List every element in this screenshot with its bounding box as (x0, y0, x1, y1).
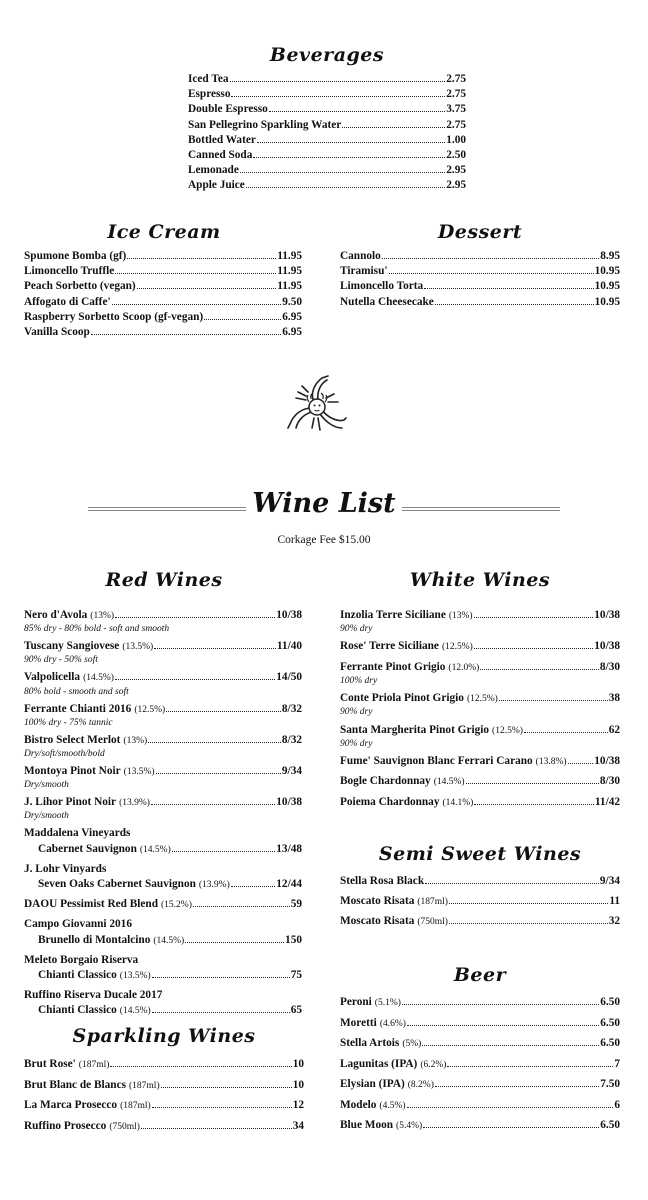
menu-item (340, 1077, 620, 1093)
semi-sweet-list (340, 874, 620, 935)
item-size: (5.4%) (396, 1121, 423, 1131)
menu-item (340, 264, 620, 279)
menu-item (188, 72, 466, 87)
menu-item (340, 754, 620, 770)
item-note: 90% dry (340, 738, 373, 749)
menu-item (340, 723, 620, 750)
dot-leader (151, 804, 275, 805)
item-name: San Pellegrino Sparkling Water (188, 118, 342, 131)
item-price: 10 (292, 1078, 304, 1091)
item-price: 7 (614, 1057, 620, 1070)
dessert-list (340, 249, 620, 310)
item-name: Spumone Bomba (gf) (24, 250, 127, 262)
item-price: 11.95 (277, 280, 302, 293)
dot-leader (447, 1066, 613, 1067)
dot-leader (499, 700, 608, 701)
dot-leader (156, 773, 281, 774)
item-price: 2.75 (446, 73, 466, 85)
dessert-heading: Dessert (437, 221, 523, 243)
item-price: 9/34 (281, 765, 302, 778)
item-name-line: Maddalena Vineyards (24, 827, 131, 840)
item-name: Nero d'Avola (24, 609, 88, 621)
item-price: 9.50 (282, 295, 302, 308)
item-price: 59 (290, 898, 302, 911)
item-name: Fume' Sauvignon Blanc Ferrari Carano (340, 754, 533, 767)
item-name: Poiema Chardonnay (340, 795, 440, 808)
item-note: 100% dry - 75% tannic (24, 717, 113, 728)
item-name: Inzolia Terre Siciliane (340, 609, 446, 621)
menu-item (24, 702, 302, 729)
dot-leader (240, 172, 445, 173)
item-price: 10/38 (276, 796, 302, 809)
menu-item (24, 310, 302, 325)
item-name-line: Campo Giovanni 2016 (24, 918, 132, 931)
menu-item (340, 1057, 620, 1073)
dot-leader (449, 903, 608, 904)
item-size: (12.5%) (492, 725, 523, 736)
menu-item (340, 295, 620, 310)
item-price: 62 (608, 723, 620, 736)
menu-item (340, 1118, 620, 1134)
item-name: Peach Sorbetto (vegan) (24, 280, 136, 293)
menu-item (24, 953, 302, 984)
item-price: 2.95 (446, 164, 466, 177)
menu-item (340, 874, 620, 889)
item-note: 90% dry (340, 624, 373, 635)
item-name: Chianti Classico (38, 1004, 117, 1017)
item-name: Moscato Risata (340, 915, 415, 928)
item-size: (13.9%) (198, 880, 230, 891)
item-price: 3.75 (446, 103, 466, 116)
item-price: 2.75 (446, 118, 466, 131)
item-name: Lagunitas (IPA) (340, 1057, 418, 1070)
menu-item (340, 660, 620, 687)
dot-leader (166, 711, 281, 712)
item-name: Bottled Water (188, 133, 256, 146)
item-price: 6.95 (282, 326, 302, 339)
item-name: Bistro Select Merlot (24, 733, 121, 746)
ice-cream-list (24, 249, 302, 340)
dot-leader (402, 1004, 599, 1005)
menu-item (340, 279, 620, 294)
menu-item (24, 988, 302, 1019)
item-name: Montoya Pinot Noir (24, 765, 121, 778)
menu-item (24, 279, 302, 294)
item-name: Nutella Cheesecake (340, 295, 434, 308)
menu-item (24, 862, 302, 893)
menu-item (188, 148, 466, 163)
item-name: Chianti Classico (38, 969, 117, 982)
dot-leader (449, 923, 608, 924)
menu-item (340, 1036, 620, 1052)
item-name: DAOU Pessimist Red Blend (24, 898, 158, 911)
dot-leader (407, 1025, 599, 1026)
item-price: 11.95 (277, 265, 302, 278)
dot-leader (115, 273, 276, 274)
menu-item (24, 1098, 304, 1114)
menu-item (24, 264, 302, 279)
dot-leader (524, 732, 608, 733)
item-size: (4.5%) (379, 1100, 406, 1111)
red-wines-heading: Red Wines (105, 569, 223, 591)
menu-item (24, 670, 302, 697)
menu-item (24, 608, 302, 635)
dot-leader (204, 319, 281, 320)
item-name: Limoncello Truffle (24, 265, 115, 278)
item-price: 6.95 (282, 310, 302, 323)
item-name: Seven Oaks Cabernet Sauvignon (38, 878, 196, 891)
item-size: (14.5%) (153, 935, 185, 946)
item-size: (12.0%) (448, 662, 480, 673)
item-price: 11.95 (277, 250, 302, 262)
item-size: (8.2%) (407, 1080, 434, 1090)
dot-leader (269, 111, 445, 112)
item-size: (14.5%) (83, 673, 114, 684)
item-price: 2.95 (446, 179, 466, 192)
item-price: 11/40 (276, 640, 302, 653)
item-price: 6.50 (600, 1119, 620, 1131)
menu-item (24, 917, 302, 948)
item-price: 14/50 (276, 671, 302, 684)
dot-leader (342, 127, 445, 128)
semi-sweet-heading: Semi Sweet Wines (378, 843, 582, 865)
item-price: 10.95 (594, 280, 620, 293)
dot-leader (91, 334, 281, 335)
item-size: (6.2%) (420, 1059, 447, 1070)
dot-leader (382, 258, 599, 259)
item-size: (187ml) (120, 1101, 151, 1111)
item-price: 6.50 (600, 996, 620, 1008)
menu-item (24, 1119, 304, 1135)
item-name-line: Meleto Borgaio Riserva (24, 953, 139, 966)
menu-item (340, 774, 620, 790)
menu-item (340, 608, 620, 635)
menu-item (24, 764, 302, 791)
item-note: Dry/smooth (24, 811, 69, 822)
item-name: Brunello di Montalcino (38, 933, 151, 946)
item-note: Dry/smooth (24, 780, 69, 791)
dot-leader (137, 288, 277, 289)
item-price: 2.50 (446, 149, 466, 162)
dot-leader (152, 977, 290, 978)
item-price: 11 (609, 894, 620, 907)
dot-leader (231, 96, 445, 97)
dot-leader (257, 142, 445, 143)
menu-item (188, 118, 466, 133)
dot-leader (185, 942, 284, 943)
menu-item (340, 795, 620, 811)
item-size: (13%) (123, 735, 148, 746)
item-size: (14.5%) (139, 844, 171, 855)
menu-item (24, 639, 302, 666)
menu-item (24, 733, 302, 760)
item-price: 10 (292, 1058, 304, 1070)
item-price: 6.50 (600, 1016, 620, 1029)
dot-leader (193, 906, 290, 907)
item-price: 1.00 (446, 133, 466, 146)
item-price: 10/38 (276, 609, 302, 621)
item-name: Bogle Chardonnay (340, 775, 431, 788)
dot-leader (112, 304, 282, 305)
item-size: (13.5%) (123, 767, 155, 778)
sparkling-wines-heading: Sparkling Wines (72, 1025, 256, 1047)
item-note: 90% dry (340, 707, 373, 718)
item-name: Elysian (IPA) (340, 1078, 405, 1090)
item-price: 32 (608, 915, 620, 928)
dot-leader (435, 304, 594, 305)
item-price: 8.95 (600, 250, 620, 262)
item-note: 80% bold - smooth and soft (24, 686, 129, 697)
dot-leader (389, 273, 594, 274)
item-size: (187ml) (417, 896, 448, 907)
menu-item (188, 133, 466, 148)
item-size: (14.5%) (119, 1006, 151, 1017)
trinacria-icon (284, 372, 348, 438)
item-name: Brut Blanc de Blancs (24, 1078, 126, 1091)
menu-item (24, 295, 302, 310)
item-size: (12.5%) (466, 694, 498, 705)
dot-leader (474, 617, 594, 618)
menu-item (24, 897, 302, 913)
menu-item (340, 914, 620, 930)
item-price: 2.75 (446, 88, 466, 101)
item-name: Canned Soda (188, 149, 253, 162)
item-name: Santa Margherita Pinot Grigio (340, 723, 490, 736)
item-price: 8/30 (599, 775, 620, 788)
item-note: 100% dry (340, 675, 378, 686)
item-name: Rose' Terre Siciliane (340, 640, 439, 653)
item-price: 10.95 (594, 295, 620, 308)
item-name: Lemonade (188, 164, 239, 177)
item-name: Conte Priola Pinot Grigio (340, 692, 464, 705)
dot-leader (154, 648, 276, 649)
menu-item (340, 894, 620, 910)
item-size: (12.5%) (134, 704, 166, 715)
item-name: Espresso (188, 88, 231, 101)
dot-leader (161, 1087, 292, 1088)
item-name: Peroni (340, 996, 372, 1008)
red-wines-list (24, 608, 302, 1024)
item-price: 6 (614, 1098, 620, 1111)
item-name: Tuscany Sangiovese (24, 640, 120, 653)
menu-item (188, 102, 466, 117)
dot-leader (474, 804, 594, 805)
menu-item (188, 87, 466, 102)
ice-cream-heading: Ice Cream (107, 221, 221, 243)
item-size: (13.5%) (119, 971, 151, 982)
item-name: La Marca Prosecco (24, 1099, 118, 1111)
dot-leader (246, 187, 445, 188)
dot-leader (474, 648, 593, 649)
item-name: Brut Rose' (24, 1058, 76, 1070)
item-size: (15.2%) (161, 900, 192, 911)
menu-item (24, 795, 302, 822)
item-size: (13%) (90, 611, 115, 621)
item-price: 10/38 (594, 640, 620, 653)
menu-item (24, 1057, 304, 1073)
menu-item (188, 163, 466, 178)
item-price: 11/42 (594, 795, 620, 808)
dot-leader (110, 1066, 291, 1067)
dot-leader (424, 288, 593, 289)
dot-leader (422, 1045, 599, 1046)
dot-leader (172, 851, 276, 852)
beverages-list (188, 72, 466, 194)
item-name: Stella Artois (340, 1037, 400, 1049)
dot-leader (230, 81, 446, 82)
item-size: (5.1%) (374, 998, 401, 1008)
item-size: (12.5%) (441, 642, 473, 653)
item-name: Vanilla Scoop (24, 326, 90, 339)
item-price: 13/48 (276, 842, 302, 855)
dot-leader (423, 1127, 599, 1128)
item-name: Ruffino Prosecco (24, 1119, 107, 1132)
dot-leader (152, 1012, 290, 1013)
item-note: 85% dry - 80% bold - soft and smooth (24, 624, 170, 635)
item-price: 9/34 (599, 875, 620, 887)
dot-leader (568, 763, 594, 764)
item-note: Dry/soft/smooth/bold (24, 749, 105, 760)
dot-leader (148, 742, 281, 743)
item-price: 6.50 (600, 1037, 620, 1049)
item-price: 8/30 (599, 660, 620, 673)
dot-leader (231, 886, 276, 887)
menu-item (340, 1016, 620, 1032)
item-name: Blue Moon (340, 1119, 394, 1131)
item-size: (13%) (448, 611, 473, 621)
item-size: (4.6%) (379, 1018, 406, 1029)
item-name-line: Ruffino Riserva Ducale 2017 (24, 989, 163, 1002)
item-size: (14.5%) (433, 777, 465, 788)
beverages-heading: Beverages (269, 44, 385, 66)
item-size: (187ml) (129, 1080, 160, 1091)
item-price: 38 (608, 692, 620, 705)
dot-leader (425, 883, 599, 884)
menu-item (24, 325, 302, 340)
item-name: Tiramisu' (340, 265, 388, 278)
dot-leader (115, 617, 275, 618)
item-price: 12 (292, 1099, 304, 1111)
item-size: (750ml) (417, 917, 448, 928)
item-price: 7.50 (600, 1078, 620, 1090)
dot-leader (152, 1107, 292, 1108)
white-wines-heading: White Wines (409, 569, 551, 591)
beer-list (340, 995, 620, 1139)
item-name: Valpolicella (24, 671, 81, 684)
item-name: Limoncello Torta (340, 280, 424, 293)
dot-leader (435, 1086, 599, 1087)
item-name: J. Lihor Pinot Noir (24, 796, 117, 809)
item-price: 65 (290, 1004, 302, 1017)
item-size: (5%) (402, 1039, 422, 1049)
item-name: Apple Juice (188, 179, 245, 192)
item-size: (13.8%) (535, 756, 567, 767)
item-name: Double Espresso (188, 103, 268, 116)
menu-item (340, 691, 620, 718)
item-price: 8/32 (281, 702, 302, 715)
item-price: 8/32 (281, 733, 302, 746)
white-wines-list (340, 608, 620, 815)
item-name-line: J. Lohr Vinyards (24, 862, 107, 875)
item-name: Ferrante Pinot Grigio (340, 660, 446, 673)
item-name: Iced Tea (188, 73, 229, 85)
item-name: Modelo (340, 1098, 377, 1111)
dot-leader (115, 679, 275, 680)
dot-leader (141, 1128, 292, 1129)
item-size: (13.9%) (119, 798, 150, 809)
menu-item (340, 249, 620, 264)
item-name: Raspberry Sorbetto Scoop (gf-vegan) (24, 310, 204, 323)
sparkling-wines-list (24, 1057, 304, 1139)
item-size: (750ml) (109, 1121, 140, 1132)
item-name: Moscato Risata (340, 894, 415, 907)
menu-item (340, 995, 620, 1011)
item-price: 75 (290, 969, 302, 982)
item-price: 150 (285, 933, 302, 946)
dot-leader (407, 1107, 614, 1108)
item-name: Cannolo (340, 250, 381, 262)
item-name: Moretti (340, 1016, 377, 1029)
item-name: Ferrante Chianti 2016 (24, 702, 132, 715)
item-price: 10.95 (594, 265, 620, 278)
item-name: Stella Rosa Black (340, 875, 425, 887)
wine-list-title: Wine List (252, 488, 396, 519)
dot-leader (480, 669, 599, 670)
item-price: 12/44 (276, 878, 302, 891)
item-name: Affogato di Caffe' (24, 295, 111, 308)
item-price: 10/38 (594, 754, 620, 767)
dot-leader (253, 157, 445, 158)
item-price: 34 (292, 1119, 304, 1132)
item-size: (13.5%) (122, 642, 154, 653)
menu-item (188, 178, 466, 193)
menu-item (340, 1098, 620, 1114)
menu-item (24, 1078, 304, 1094)
menu-item (24, 249, 302, 264)
item-name: Cabernet Sauvignon (38, 842, 137, 855)
beer-heading: Beer (453, 964, 507, 986)
item-size: (187ml) (78, 1060, 110, 1070)
dot-leader (127, 258, 276, 259)
item-price: 10/38 (594, 609, 620, 621)
menu-item (340, 639, 620, 655)
item-note: 90% dry - 50% soft (24, 655, 98, 666)
item-size: (14.1%) (442, 797, 474, 808)
dot-leader (466, 783, 599, 784)
corkage-fee: Corkage Fee $15.00 (277, 534, 371, 546)
menu-item (24, 826, 302, 857)
